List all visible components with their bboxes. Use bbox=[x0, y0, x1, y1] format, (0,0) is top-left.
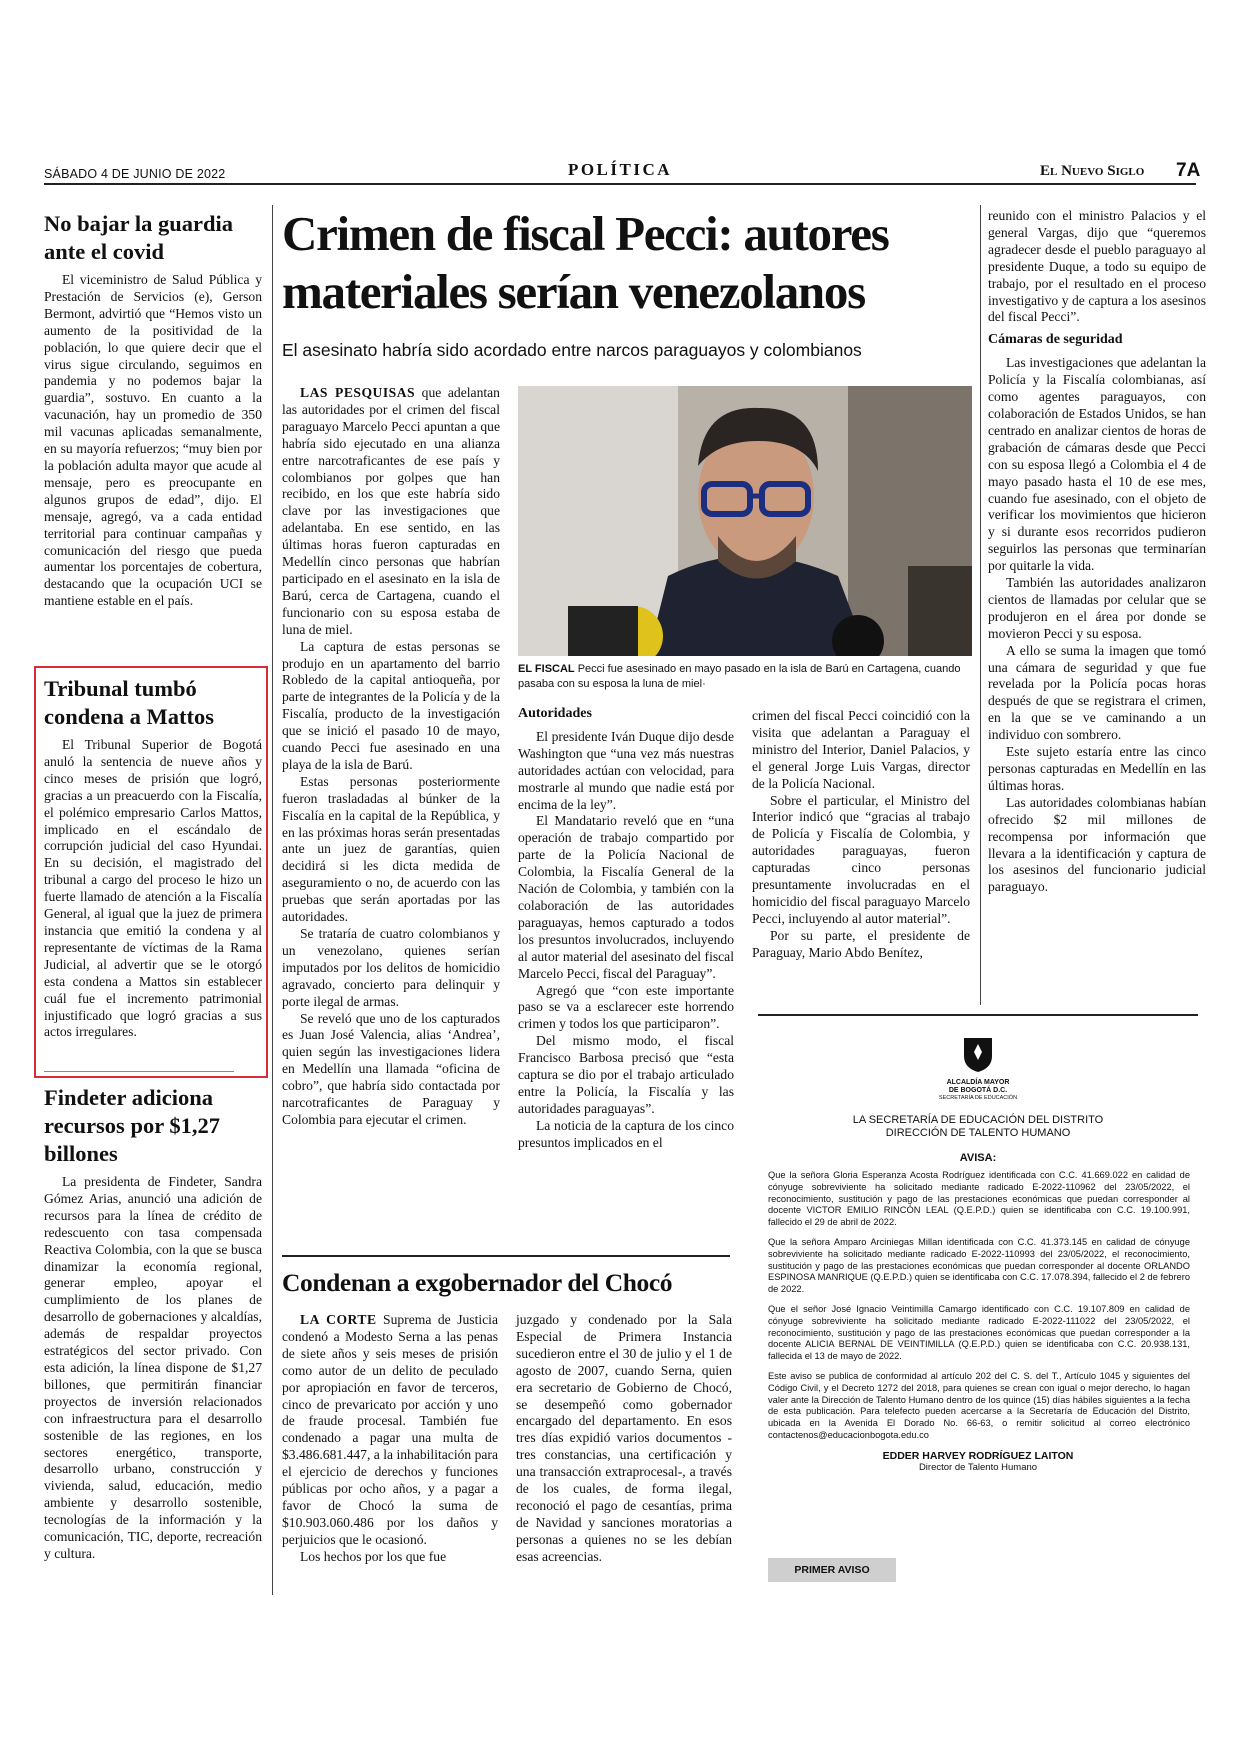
main-column-4 bbox=[988, 208, 1206, 896]
notice-item: Este aviso se publica de conformidad al artículo 202 del C. S. del T., Artículo 1045 y siguientes del Código Civil, y el Decreto 1272 del 2018, para quienes se crean con igual o mejor derecho, lo hagan valer ante la Dirección de Talento Humano dentro de los quince (15) días hábiles siguientes a la fecha de esta publicación. Para telefecto pueden acercarse a la Secretaría de Educación del Distrito, ubicada en la Avenida El Dorado No. 66-63, o remitir solicitud al correo electrónico contactenos@educacionbogota.edu.co bbox=[768, 1370, 1190, 1440]
choco-lead-paragraph: LA CORTE Suprema de Justicia condenó a Modesto Serna a las penas de siete años y seis meses de prisión como autor de un delito de peculado por apropiación en favor de terceros, cinco de prevaricato por acción y uno de fraude procesal. También fue condenado a pagar una multa de $3.486.681.447, a la inhabilitación para el ejercicio de derechos y funciones públicas por ocho años, y a pagar a favor de Chocó la suma de $10.903.060.486 por los daños y perjuicios que le ocasionó. bbox=[282, 1312, 498, 1547]
main-paragraph: Sobre el particular, el Ministro del Interior indicó que “gracias al trabajo de Policía y Fiscalía de Colombia, y autoridades paraguayas, fueron capturadas cinco personas presuntamente involucradas en el homicidio del fiscal paraguayo Marcelo Pecci, incluyendo al autor material”. bbox=[752, 792, 970, 926]
main-paragraph: La captura de estas personas se produjo en un apartamento del barrio Robledo de la capital antioqueña, por parte de integrantes de la Policía y de la Fiscalía, producto de la investigación que se inició el pasado 10 de mayo, cuando Pecci fue asesinado en una playa de la isla de Barú. bbox=[282, 638, 500, 772]
main-paragraph: A ello se suma la imagen que tomó una cámara de seguridad y que fue revelada por la Policía pocas horas después de que se registrara el crimen, en la que se ve caminando a un individuo con sombrero. bbox=[988, 642, 1206, 743]
main-paragraph: Agregó que “con este importante paso se va a esclarecer este horrendo crimen y todos los que participaron”. bbox=[518, 982, 734, 1032]
side-covid-paragraph: El viceministro de Salud Pública y Prestación de Servicios (e), Gerson Bermont, advirtió que “Hemos visto un aumento de la positividad de la población, lo que quiere decir que el virus sigue circulando, seguimos en pandemia y no podemos bajar la guardia”, sostuvo. En cuanto a la vacunación, hay un promedio de 350 mil vacunas aplicadas semanalmente, en su mayoría refuerzos; “muy bien por la población adulta mayor que acude al mensaje, pero es preocupante en algunos grupos de edad”, dijo. El mensaje, agregó, va a cada entidad territorial para continuar campañas y comunicación del riesgo que pueda aumentar los porcentajes de cobertura, destacando que la ocupación UCI se mantiene estable en el país. bbox=[44, 272, 262, 609]
notice-item: Que la señora Amparo Arciniegas Millan identificada con C.C. 41.373.145 en calidad de cónyuge sobreviviente ha solicitado mediante radicado E-2022-110993 del 23/05/2022, el reconocimiento, sustitución y pago de las prestaciones económicas que puedan corresponder al docente ORLANDO ESPINOSA MANRIQUE (Q.E.P.D.) quien se identificaba con C.C. 17.078.394, fallecido el 2 de febrero de 2022. bbox=[768, 1236, 1190, 1295]
notice-item: Que el señor José Ignacio Veintimilla Camargo identificado con C.C. 19.107.809 en calidad de cónyuge sobreviviente ha solicitado mediante radicado E-2022-111022 del 23/05/2022, el reconocimiento, sustitución y pago de las prestaciones económicas que puedan corresponder a la docente ALICIA BERNAL DE VEINTIMILLA (Q.E.P.D.) quien se identificaba con C.C. 20.938.131, fallecida el 13 de mayo de 2022. bbox=[768, 1303, 1190, 1362]
notice-org bbox=[758, 1114, 1198, 1140]
main-paragraph: Se reveló que uno de los capturados es Juan José Valencia, alias ‘Andrea’, quien según las investigaciones lidera en Medellín una llamada “oficina de cobro”, que habría sido contactada por narcotraficantes de Paraguay y Colombia para ejecutar el crimen. bbox=[282, 1010, 500, 1127]
side-body-mattos bbox=[44, 737, 262, 1041]
main-lead-paragraph: LAS PESQUISAS que adelantan las autoridades por el crimen del fiscal paraguayo Marcelo Pecci apuntan a que habría sido ejecutado en una alianza entre narcotraficantes de ese país y colombianos por golpes que han recibido, en los que este habría sido clave por las investigaciones que adelantaba. En ese sentido, en las últimas horas fueron capturadas en Medellín cinco personas que habrían participado en el asesinato en la isla de Barú, cerca de Cartagena, cuando el funcionario con su esposa estaba de luna de miel. bbox=[282, 385, 500, 637]
choco-paragraph: Los hechos por los que fue bbox=[300, 1548, 447, 1564]
public-notice bbox=[758, 1014, 1198, 1596]
notice-org-1: LA SECRETARÍA DE EDUCACIÓN DEL DISTRITO bbox=[852, 1114, 1104, 1126]
notice-logo bbox=[758, 1016, 1198, 1102]
choco-column-1 bbox=[282, 1312, 498, 1566]
main-paragraph: La noticia de la captura de los cinco presuntos implicados en el bbox=[518, 1117, 734, 1150]
paper-name: El Nuevo Siglo bbox=[1040, 163, 1145, 179]
main-paragraph: Por su parte, el presidente de Paraguay, Mario Abdo Benítez, bbox=[752, 927, 970, 960]
main-column-1 bbox=[282, 385, 500, 1129]
side-body-covid bbox=[44, 272, 262, 610]
side-divider bbox=[44, 1071, 234, 1072]
main-paragraph: También las autoridades analizaron cientos de llamadas por celular que se produjeron en el área por donde se movieron Pecci y su esposa. bbox=[988, 575, 1206, 641]
column-rule-left bbox=[272, 205, 273, 1595]
main-paragraph: Las autoridades colombianas habían ofrecido $2 mil millones de recompensa por información que llevara a la identificación y captura de los asesinos del funcionario judicial paraguayo. bbox=[988, 794, 1206, 895]
main-paragraph: Se trataría de cuatro colombianos y un venezolano, quienes serían imputados por los delitos de homicidio agravado, concierto para delinquir y porte ilegal de armas. bbox=[282, 926, 500, 1009]
notice-item: Que la señora Gloria Esperanza Acosta Rodríguez identificada con C.C. 41.669.022 en calidad de cónyuge sobreviviente ha solicitado mediante radicado E-2022-110962 del 23/05/2022, el reconocimiento, sustitución y pago de las prestaciones económicas que puedan corresponder al docente VICTOR EMILIO RINCÓN LEAL (Q.E.P.D.) quien se identificaba con C.C. 19.100.991, fallecido el 29 de abril de 2022. bbox=[768, 1170, 1190, 1228]
main-paragraph: Estas personas posteriormente fueron trasladadas al búnker de la Fiscalía en la capital de la República, y en las próximas horas serán presentadas ante un juez de garantías, quien decidirá si les dicta medida de aseguramiento o no, de acuerdo con las pruebas que serán aportadas por las autoridades. bbox=[282, 773, 500, 925]
main-paragraph: reunido con el ministro Palacios y el general Vargas, dijo que “queremos agradecer desde el pueblo paraguayo al presidente Duque, a todo su equipo de trabajo, por el resultado en el proceso investigativo y de captura a los asesinos del fiscal Pecci”. bbox=[988, 208, 1206, 325]
choco-headline: Condenan a exgobernador del Chocó bbox=[282, 1268, 673, 1297]
notice-signer: EDDER HARVEY RODRÍGUEZ LAITON bbox=[882, 1449, 1074, 1462]
logo-line-3: SECRETARÍA DE EDUCACIÓN bbox=[938, 1095, 1018, 1101]
main-paragraph: Este sujeto estaría entre las cinco personas capturadas en Medellín en las últimas horas. bbox=[988, 744, 1206, 793]
choco-column-2 bbox=[516, 1312, 732, 1566]
main-subhead: El asesinato habría sido acordado entre narcos paraguayos y colombianos bbox=[282, 340, 862, 360]
portrait-illustration bbox=[518, 386, 972, 656]
side-mattos-paragraph: El Tribunal Superior de Bogotá anuló la sentencia de nueve años y cinco meses de prisión que logró, gracias a un preacuerdo con la Fiscalía, el polémico empresario Carlos Mattos, implicado en el escándalo de corrupción judicial del caso Hyundai. En su decisión, el magistrado del tribunal a cargo del proceso le hizo un fuerte llamado de atención a la Fiscalía General, al igual que la juez de primera instancia que emitió la condena y al representante de víctimas de la Rama Judicial, al advertir que se le otorgó esta condena a Mattos sin establecer cuál fue el incremento patrimonial injustificado que logró gracias a sus actos irregulares. bbox=[44, 737, 262, 1040]
primer-aviso-badge: PRIMER AVISO bbox=[768, 1558, 896, 1582]
side-headline-findeter: Findeter adiciona recursos por $1,27 billones bbox=[44, 1085, 221, 1166]
logo-line-2: DE BOGOTÁ D.C. bbox=[948, 1087, 1008, 1094]
side-findeter-paragraph: La presidenta de Findeter, Sandra Gómez Arias, anunció una adición de recursos para la línea de crédito de redescuento con tasa compensada Reactiva Colombia, con la que se busca dinamizar la economía regional, generar empleo, apoyar el cumplimiento de los planes de desarrollo de gobernaciones y alcaldías, además de respaldar proyectos estratégicos del sector privado. Con esta adición, la línea dispone de $1,27 billones, que permitirán financiar proyectos de inversión relacionados con infraestructura para el desarrollo sostenible de las regiones, en los sectores energético, transporte, desarrollo urbano, construcción y vivienda, salud, educación, medio ambiente y desarrollo sostenible, tecnologías de la información y la comunicación, TIC, deporte, recreación y cultura. bbox=[44, 1174, 262, 1561]
notice-items bbox=[768, 1170, 1190, 1442]
choco-paragraph: juzgado y condenado por la Sala Especial de Primera Instancia sucedieron entre el 30 de julio y el 1 de agosto de 2007, cuando Serna, quien era secretario de Gobierno de Chocó, se desempeñó como gobernador encargado del departamento. En esos tres días expidió varios documentos -tres constancias, una certificación y una transacción extraprocesal-, a través de los cuales, de forma ilegal, reconoció el pago de cesantías, prima de Navidad y sanciones moratorias a personas a quienes no se les debían esas acreencias. bbox=[516, 1312, 732, 1564]
notice-signer-role: Director de Talento Humano bbox=[918, 1461, 1038, 1473]
main-paragraph: Las investigaciones que adelantan la Policía y la Fiscalía colombianas, así como agentes paraguayos, con colaboración de Estados Unidos, se han centrado en analizar cientos de horas de grabación de cámaras desde que Pecci con su esposa llegó a Colombia el 4 de mayo pasado hasta el 10 de ese mes, cuando fue asesinado, con el objeto de verificar los movimientos que hicieron y si durante esos recorridos pudieron seguirlos las personas que terminarían por quitarle la vida. bbox=[988, 355, 1206, 574]
page-number: 7A bbox=[1176, 160, 1201, 181]
sidebar-column-3 bbox=[44, 1084, 262, 1563]
main-paragraph: crimen del fiscal Pecci coincidió con la visita que adelantan a Paraguay el ministro del Interior, Daniel Palacios, y el general Jorge Luis Vargas, director de la Policía Nacional. bbox=[752, 708, 970, 791]
main-paragraph: El presidente Iván Duque dijo desde Washington que “una vez más nuestras autoridades actúan con velocidad, para mostrarle al mundo que nadie está por encima de la ley”. bbox=[518, 728, 734, 812]
notice-org-2: DIRECCIÓN DE TALENTO HUMANO bbox=[885, 1127, 1071, 1139]
issue-date: SÁBADO 4 DE JUNIO DE 2022 bbox=[44, 167, 226, 181]
photo-caption: EL FISCAL Pecci fue asesinado en mayo pasado en la isla de Barú en Cartagena, cuando pasaba con su esposa la luna de miel· bbox=[518, 663, 961, 690]
side-headline-covid: No bajar la guardia ante el covid bbox=[44, 211, 233, 264]
side-headline-mattos: Tribunal tumbó condena a Mattos bbox=[44, 676, 214, 729]
header-rule bbox=[44, 183, 1196, 185]
main-column-2 bbox=[518, 706, 734, 1152]
sidebar-column-2 bbox=[44, 675, 262, 1041]
choco-top-rule bbox=[282, 1255, 730, 1257]
main-lead-word: LAS PESQUISAS bbox=[300, 385, 416, 400]
main-paragraph: El Mandatario reveló que en “una operación de trabajo compartido por parte de la Policía Nacional de Colombia, la Fiscalía General de la Nación de Colombia, y también con la colaboración de las autoridades paraguayas, hemos capturado a todos los presuntos involucrados, incluyendo al autor material del asesinato del fiscal Marcelo Pecci, fiscal del Paraguay”. bbox=[518, 813, 734, 981]
choco-lead-word: LA CORTE bbox=[300, 1312, 377, 1327]
notice-aviso-title: AVISA: bbox=[959, 1152, 997, 1164]
main-paragraph: Del mismo modo, el fiscal Francisco Barbosa precisó que “esta captura se dio por el trabajo articulado entre la Policía, la Fiscalía y las autoridades paraguayas”. bbox=[518, 1033, 734, 1116]
caption-lead: EL FISCAL bbox=[518, 663, 575, 675]
main-headline: Crimen de fiscal Pecci: autores materiales serían venezolanos bbox=[282, 206, 889, 319]
side-body-findeter bbox=[44, 1174, 262, 1563]
subhead-camaras: Cámaras de seguridad bbox=[988, 332, 1123, 348]
bogota-shield-icon bbox=[962, 1036, 994, 1074]
logo-line-1: ALCALDÍA MAYOR bbox=[946, 1079, 1010, 1086]
fiscal-pecci-photo bbox=[518, 386, 972, 656]
column-rule-right bbox=[980, 205, 981, 1005]
sidebar-column bbox=[44, 210, 262, 610]
section-name: POLÍTICA bbox=[567, 160, 673, 179]
main-column-3 bbox=[752, 708, 970, 962]
subhead-autoridades: Autoridades bbox=[518, 706, 592, 721]
